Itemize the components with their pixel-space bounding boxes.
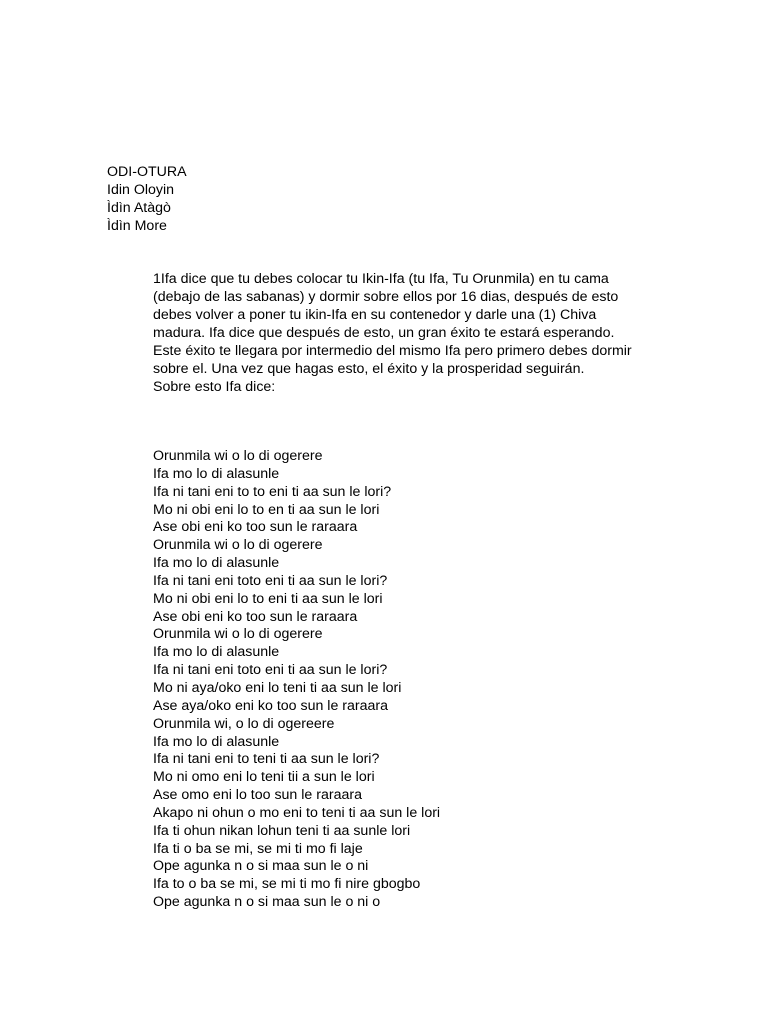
document-header xyxy=(107,163,187,235)
verse-line: Mo ni obi eni lo to eni ti aa sun le lori xyxy=(153,590,383,607)
paragraph-line: sobre el. Una vez que hagas esto, el éxito y la prosperidad seguirán. xyxy=(153,361,585,377)
paragraph-line: (debajo de las sabanas) y dormir sobre ellos por 16 dias, después de esto xyxy=(153,289,619,305)
verse-line: Ase omo eni lo too sun le raraara xyxy=(153,787,362,804)
verse-line: Ifa ni tani eni to to eni ti aa sun le lori? xyxy=(153,483,392,500)
header-line: Idin Oloyin xyxy=(107,182,175,198)
verse-line: Orunmila wi o lo di ogerere xyxy=(153,448,323,464)
paragraph-line: debes volver a poner tu ikin-Ifa en su contenedor y darle una (1) Chiva xyxy=(153,307,597,323)
paragraph-line: Sobre esto Ifa dice: xyxy=(153,379,276,395)
document-title: ODI-OTURA xyxy=(107,164,187,180)
verse-line: Ifa mo lo di alasunle xyxy=(153,733,280,750)
verse-line: Ifa ni tani eni to teni ti aa sun le lori? xyxy=(153,751,380,768)
verse-block xyxy=(153,448,440,912)
verse-line: Ifa ti ohun nikan lohun teni ti aa sunle lori xyxy=(153,822,411,839)
verse-line: Ifa ni tani eni toto eni ti aa sun le lori? xyxy=(153,662,388,679)
verse-line: Orunmila wi o lo di ogerere xyxy=(153,626,323,643)
verse-line: Orunmila wi o lo di ogerere xyxy=(153,537,323,554)
verse-line: Ase aya/oko eni ko too sun le raraara xyxy=(153,697,389,714)
paragraph-line: Este éxito te llegara por intermedio del mismo Ifa pero primero debes dormir xyxy=(153,343,632,359)
header-line: Ìdìn More xyxy=(107,218,167,234)
header-line: Ìdìn Atàgò xyxy=(107,200,171,216)
verse-line: Ase obi eni ko too sun le raraara xyxy=(153,608,358,625)
intro-paragraph xyxy=(153,270,673,396)
verse-line: Akapo ni ohun o mo eni to teni ti aa sun le lori xyxy=(153,804,441,821)
verse-line: Mo ni omo eni lo teni tii a sun le lori xyxy=(153,769,375,786)
verse-line: Ifa mo lo di alasunle xyxy=(153,465,280,482)
verse-line: Ope agunka n o si maa sun le o ni o xyxy=(153,894,381,911)
verse-line: Ifa mo lo di alasunle xyxy=(153,644,280,661)
verse-line: Ase obi eni ko too sun le raraara xyxy=(153,519,358,536)
verse-line: Orunmila wi, o lo di ogereere xyxy=(153,715,335,732)
verse-line: Ifa mo lo di alasunle xyxy=(153,555,280,572)
paragraph-line: 1Ifa dice que tu debes colocar tu Ikin-Ifa (tu Ifa, Tu Orunmila) en tu cama xyxy=(153,271,609,287)
verse-line: Ifa ni tani eni toto eni ti aa sun le lori? xyxy=(153,572,388,589)
verse-line: Ifa to o ba se mi, se mi ti mo fi nire gbogbo xyxy=(153,876,421,893)
verse-line: Ifa ti o ba se mi, se mi ti mo fi laje xyxy=(153,840,363,857)
verse-line: Ope agunka n o si maa sun le o ni xyxy=(153,858,369,875)
verse-line: Mo ni aya/oko eni lo teni ti aa sun le lori xyxy=(153,679,402,696)
paragraph-line: madura. Ifa dice que después de esto, un gran éxito te estará esperando. xyxy=(153,325,615,341)
verse-line: Mo ni obi eni lo to en ti aa sun le lori xyxy=(153,501,380,518)
